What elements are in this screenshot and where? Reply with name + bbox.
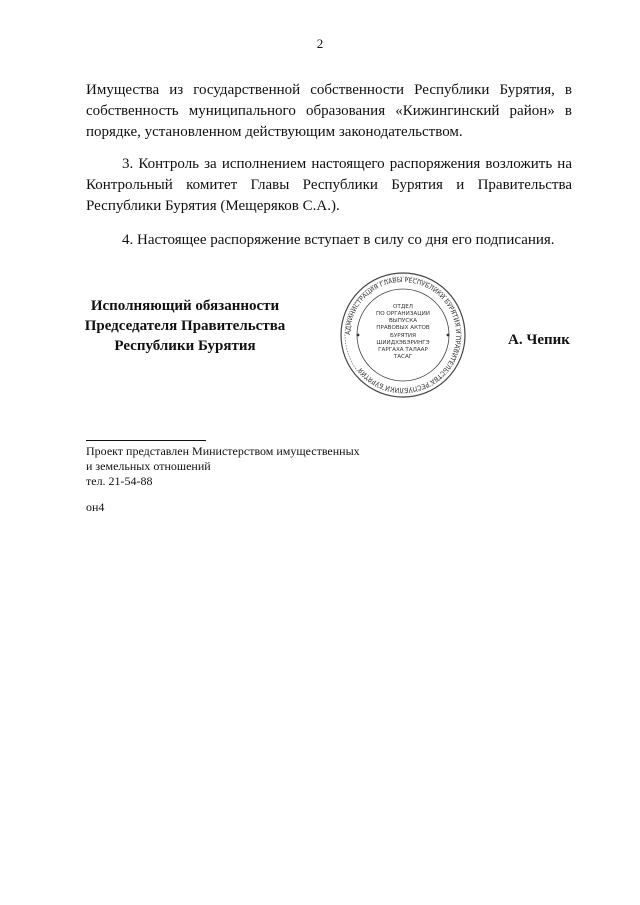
seal-center-line: БУРЯТИЯ (390, 333, 416, 339)
paragraph-line: Контрольный комитет Главы Республики Бурятия и Правительства (86, 177, 572, 193)
seal-center-line: ТАСАГ (393, 354, 413, 360)
signer-name: А. Чепик (508, 332, 570, 348)
paragraph-line: Республики Бурятия (Мещеряков С.А.). (86, 198, 340, 214)
paragraph-line: порядке, установленном действующим законодательством. (86, 124, 463, 140)
paragraph-effective-clause (86, 230, 572, 251)
paragraph-line: 3. Контроль за исполнением настоящего распоряжения возложить на (122, 156, 572, 172)
official-seal (338, 270, 468, 400)
footer-divider (86, 440, 206, 441)
footer-line: тел. 21-54-88 (86, 474, 153, 488)
signer-position-line: Председателя Правительства (84, 318, 286, 334)
seal-center-line: ПО ОРГАНИЗАЦИИ (376, 311, 430, 317)
seal-center-line: ОТДЕЛ (393, 304, 413, 310)
signer-position-line: Исполняющий обязанности (90, 298, 280, 314)
footer-line: и земельных отношений (86, 459, 211, 473)
signer-position-line: Республики Бурятия (114, 338, 256, 354)
seal-center-line: ГАРГАХА ТАЛААР (378, 347, 428, 353)
paragraph-line: собственность муниципального образования «Кижингинский район» в (86, 103, 572, 119)
footer-line: Проект представлен Министерством имущественных (86, 444, 360, 458)
footer-note (86, 444, 360, 489)
page-number: 2 (316, 36, 324, 51)
paragraph-line: 4. Настоящее распоряжение вступает в силу со дня его подписания. (122, 232, 555, 248)
signer-position (80, 296, 290, 356)
seal-ring-text: АДМИНИСТРАЦИЯ ГЛАВЫ РЕСПУБЛИКИ БУРЯТИЯ И ПРАВИТЕЛЬСТВА РЕСПУБЛИКИ БУРЯТИЯ (344, 276, 462, 394)
seal-center-line: ПРАВОВЫХ АКТОВ (376, 325, 430, 331)
paragraph-property-transfer (86, 80, 572, 143)
seal-center-line: ШИИДХЭБЭРИНГЭ (376, 340, 430, 346)
paragraph-control-clause (86, 154, 572, 217)
paragraph-line: Имущества из государственной собственности Республики Бурятия, в (86, 82, 572, 98)
seal-center-line: ВЫПУСКА (388, 318, 418, 324)
document-code: он4 (86, 500, 105, 514)
